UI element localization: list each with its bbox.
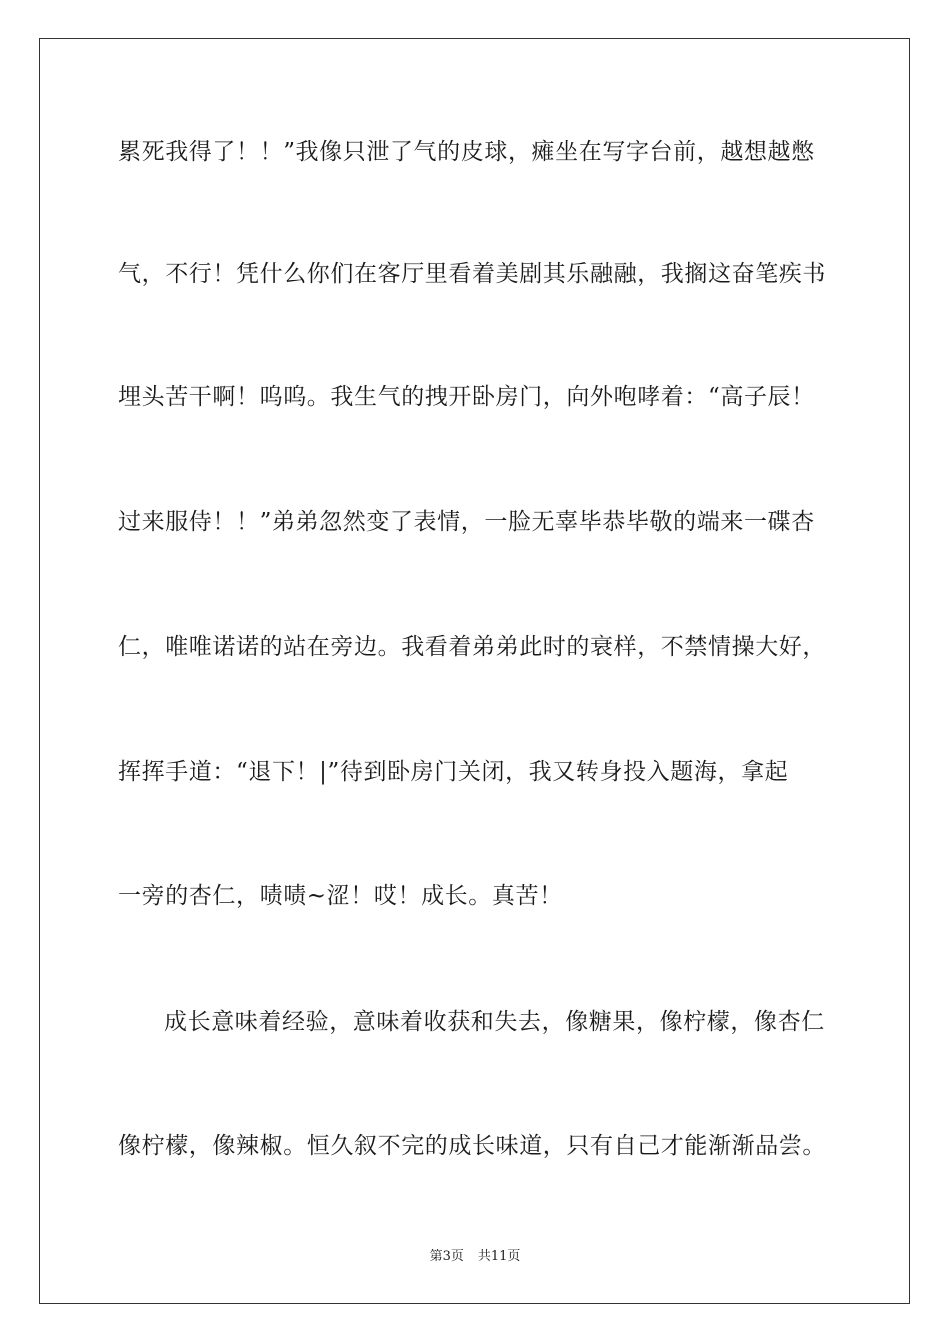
text-line-7: 一旁的杏仁，啧啧~涩！哎！成长。真苦！ [118, 883, 563, 909]
page-footer [0, 1248, 950, 1266]
text-line-9: 像柠檬，像辣椒。恒久叙不完的成长味道，只有自己才能渐渐品尝。 [118, 1133, 826, 1159]
page-number: 第3页 [429, 1249, 464, 1264]
text-line-2: 气，不行！凭什么你们在客厅里看着美剧其乐融融，我搁这奋笔疾书 [118, 261, 826, 287]
paragraph-first-line: 成长意味着经验，意味着收获和失去，像糖果，像柠檬，像杏仁 [164, 1009, 825, 1035]
text-line-1: 累死我得了！！”我像只泄了气的皮球，瘫坐在写字台前，越想越憋 [118, 139, 815, 165]
page-total: 共11页 [477, 1249, 521, 1264]
text-line-3: 埋头苦干啊！呜呜。我生气的拽开卧房门，向外咆哮着：“高子辰！ [118, 384, 815, 410]
page-border [39, 38, 910, 1304]
text-line-6: 挥挥手道：“退下！|”待到卧房门关闭，我又转身投入题海，拿起 [118, 759, 789, 785]
text-line-5: 仁，唯唯诺诺的站在旁边。我看着弟弟此时的衰样，不禁情操大好， [118, 634, 826, 660]
text-line-4: 过来服侍！！”弟弟忽然变了表情，一脸无辜毕恭毕敬的端来一碟杏 [118, 509, 815, 535]
